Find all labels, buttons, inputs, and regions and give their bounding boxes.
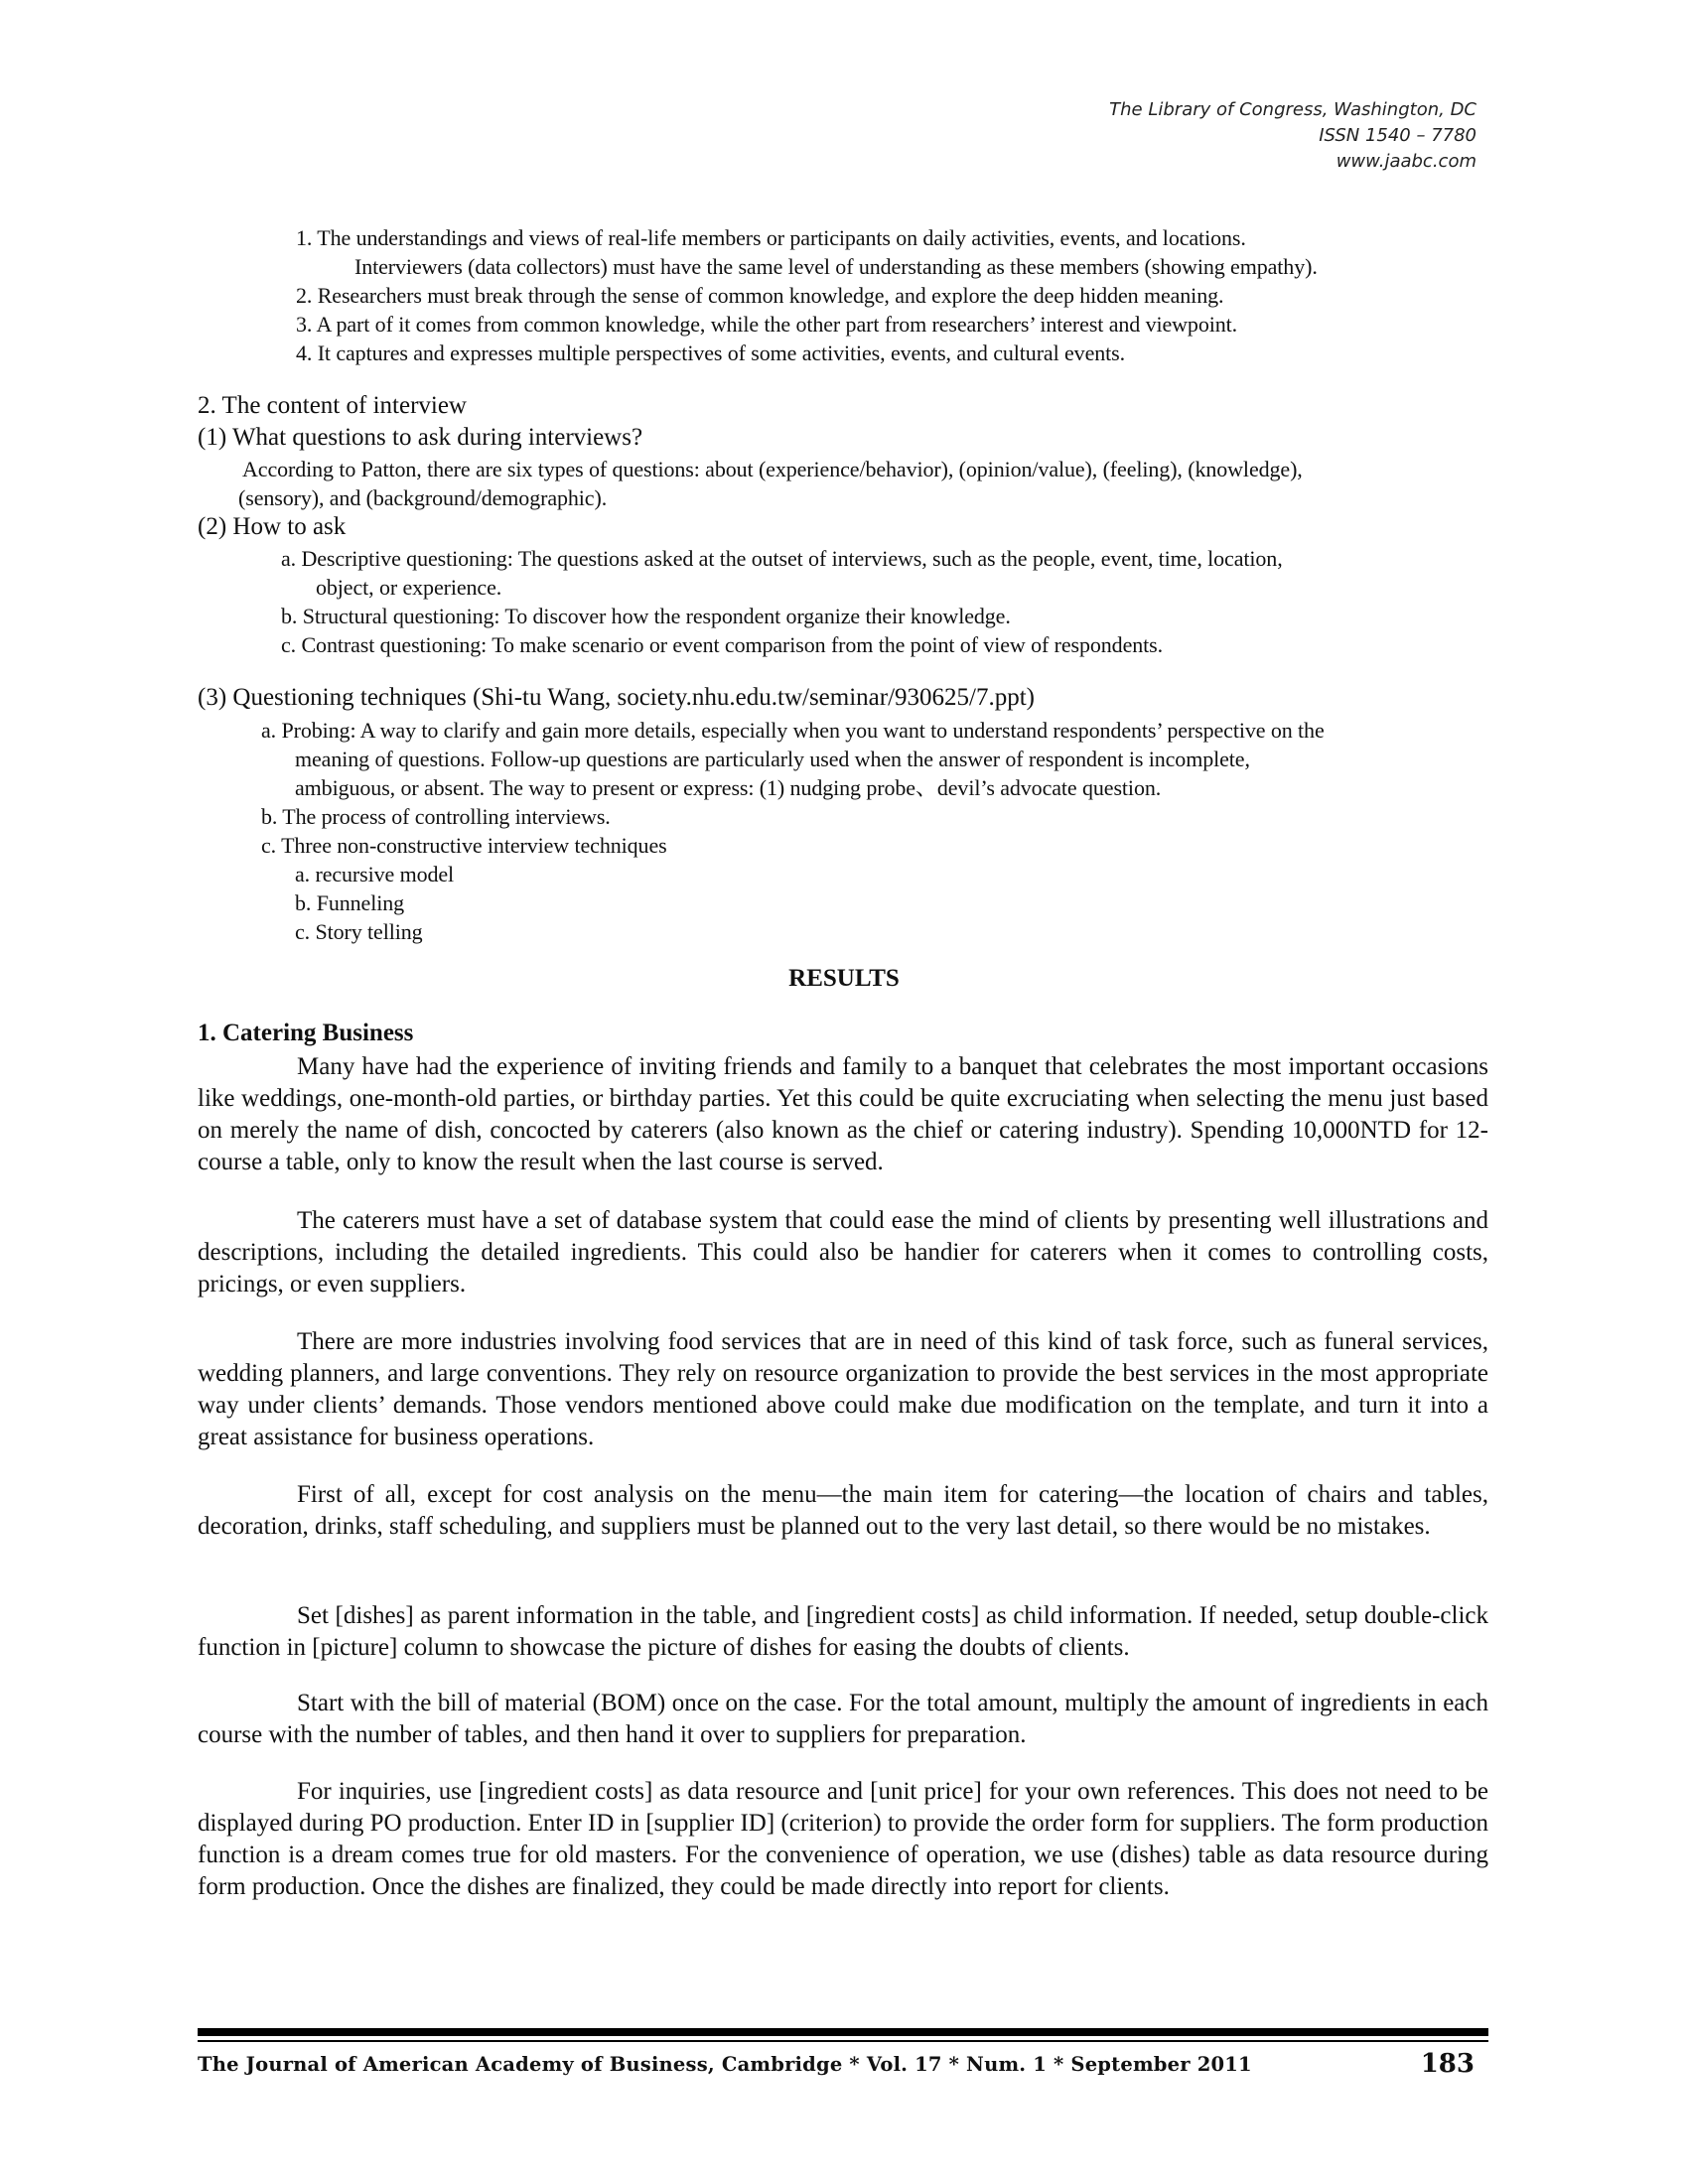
body-line: (sensory), and (background/demographic). bbox=[238, 485, 608, 510]
paragraph bbox=[198, 1776, 1488, 1903]
paragraph bbox=[198, 1688, 1488, 1751]
header-line: The Library of Congress, Washington, DC bbox=[1109, 99, 1477, 120]
results-heading: RESULTS bbox=[788, 965, 900, 992]
page-number: 183 bbox=[1420, 2049, 1475, 2079]
paragraph bbox=[198, 1051, 1488, 1178]
list-item: c. Three non-constructive interview techniques bbox=[261, 833, 667, 858]
running-footer bbox=[198, 2049, 1488, 2079]
paragraph-text: There are more industries involving food services that are in need of this kind of task force, such as funeral services, wedding planners, and large conventions. They rely on resource organization to provide the best services in the most appropriate way under clients’ demands. Those vendors mentioned above could make due modification on the template, and turn it into a great assistance for business operations. bbox=[198, 1328, 1488, 1450]
list-item: a. recursive model bbox=[295, 862, 455, 887]
list-item: c. Story telling bbox=[295, 919, 423, 944]
paragraph bbox=[198, 1205, 1488, 1300]
paragraph-text: Set [dishes] as parent information in the table, and [ingredient costs] as child information. If needed, setup double-click function in [picture] column to showcase the picture of dishes for easing the doubts of clients. bbox=[198, 1602, 1488, 1661]
list-item: b. Funneling bbox=[295, 890, 405, 915]
list-item: 1. The understandings and views of real-life members or participants on daily activities, events, and locations. bbox=[296, 225, 1246, 250]
list-item: a. Descriptive questioning: The questions asked at the outset of interviews, such as the people, event, time, location, bbox=[281, 546, 1283, 571]
footer-rule-thin bbox=[198, 2040, 1488, 2042]
paragraph-text: For inquiries, use [ingredient costs] as data resource and [unit price] for your own references. This does not need to be displayed during PO production. Enter ID in [supplier ID] (criterion) to provide the order form for suppliers. The form production function is a dream comes true for old masters. For the convenience of operation, we use (dishes) table as data resource during form production. Once the dishes are finalized, they could be made directly into report for clients. bbox=[198, 1778, 1488, 1900]
header-website: www.jaabc.com bbox=[1336, 151, 1477, 172]
list-item: b. Structural questioning: To discover how the respondent organize their knowledge. bbox=[281, 604, 1011, 628]
footer-rule-thick bbox=[198, 2028, 1488, 2036]
list-item-continuation: object, or experience. bbox=[316, 575, 502, 600]
list-item-continuation: meaning of questions. Follow-up questions are particularly used when the answer of respondent is incomplete, bbox=[295, 747, 1250, 771]
subsection-heading: (1) What questions to ask during interviews? bbox=[198, 424, 643, 451]
section-heading: 2. The content of interview bbox=[198, 392, 467, 419]
subsection-heading: (2) How to ask bbox=[198, 513, 347, 540]
paragraph-text: Start with the bill of material (BOM) once on the case. For the total amount, multiply the amount of ingredients in each course with the number of tables, and then hand it over to suppliers for preparation. bbox=[198, 1690, 1488, 1748]
paragraph-text: Many have had the experience of inviting friends and family to a banquet that celebrates the most important occasions like weddings, one-month-old parties, or birthday parties. Yet this could be quite excruciating when selecting the menu just based on merely the name of dish, concocted by caterers (also known as the chief or catering industry). Spending 10,000NTD for 12-course a table, only to know the result when the last course is served. bbox=[198, 1053, 1488, 1175]
header-issn: ISSN 1540 – 7780 bbox=[1319, 125, 1477, 146]
list-item-continuation: Interviewers (data collectors) must have the same level of understanding as these members (showing empathy). bbox=[354, 254, 1318, 279]
list-item: 2. Researchers must break through the sense of common knowledge, and explore the deep hidden meaning. bbox=[296, 283, 1224, 308]
paragraph-text: The caterers must have a set of database system that could ease the mind of clients by presenting well illustrations and descriptions, including the detailed ingredients. This could also be handier for caterers when it comes to controlling costs, pricings, or even suppliers. bbox=[198, 1207, 1488, 1297]
running-header bbox=[781, 97, 1477, 175]
body-line: According to Patton, there are six types of questions: about (experience/behavior), (opinion/value), (feeling), (knowledge), bbox=[242, 457, 1303, 481]
subsection-heading: (3) Questioning techniques (Shi-tu Wang, society.nhu.edu.tw/seminar/930625/7.ppt) bbox=[198, 684, 1035, 711]
list-item: 4. It captures and expresses multiple perspectives of some activities, events, and cultural events. bbox=[296, 341, 1126, 365]
paragraph bbox=[198, 1479, 1488, 1543]
list-item: b. The process of controlling interviews. bbox=[261, 804, 611, 829]
journal-citation: The Journal of American Academy of Business, Cambridge * Vol. 17 * Num. 1 * September 2011 bbox=[198, 2053, 1252, 2076]
list-item: c. Contrast questioning: To make scenario or event comparison from the point of view of respondents. bbox=[281, 632, 1164, 657]
paragraph bbox=[198, 1326, 1488, 1453]
paragraph bbox=[198, 1600, 1488, 1664]
list-item: 3. A part of it comes from common knowledge, while the other part from researchers’ interest and viewpoint. bbox=[296, 312, 1238, 337]
catering-business-heading: 1. Catering Business bbox=[198, 1020, 414, 1046]
paragraph-text: First of all, except for cost analysis on the menu—the main item for catering—the location of chairs and tables, decoration, drinks, staff scheduling, and suppliers must be planned out to the very last detail, so there would be no mistakes. bbox=[198, 1481, 1488, 1540]
list-item-continuation: ambiguous, or absent. The way to present or express: (1) nudging probe、devil’s advocate question. bbox=[295, 775, 1162, 800]
list-item: a. Probing: A way to clarify and gain more details, especially when you want to understand respondents’ perspective on the bbox=[261, 718, 1325, 743]
